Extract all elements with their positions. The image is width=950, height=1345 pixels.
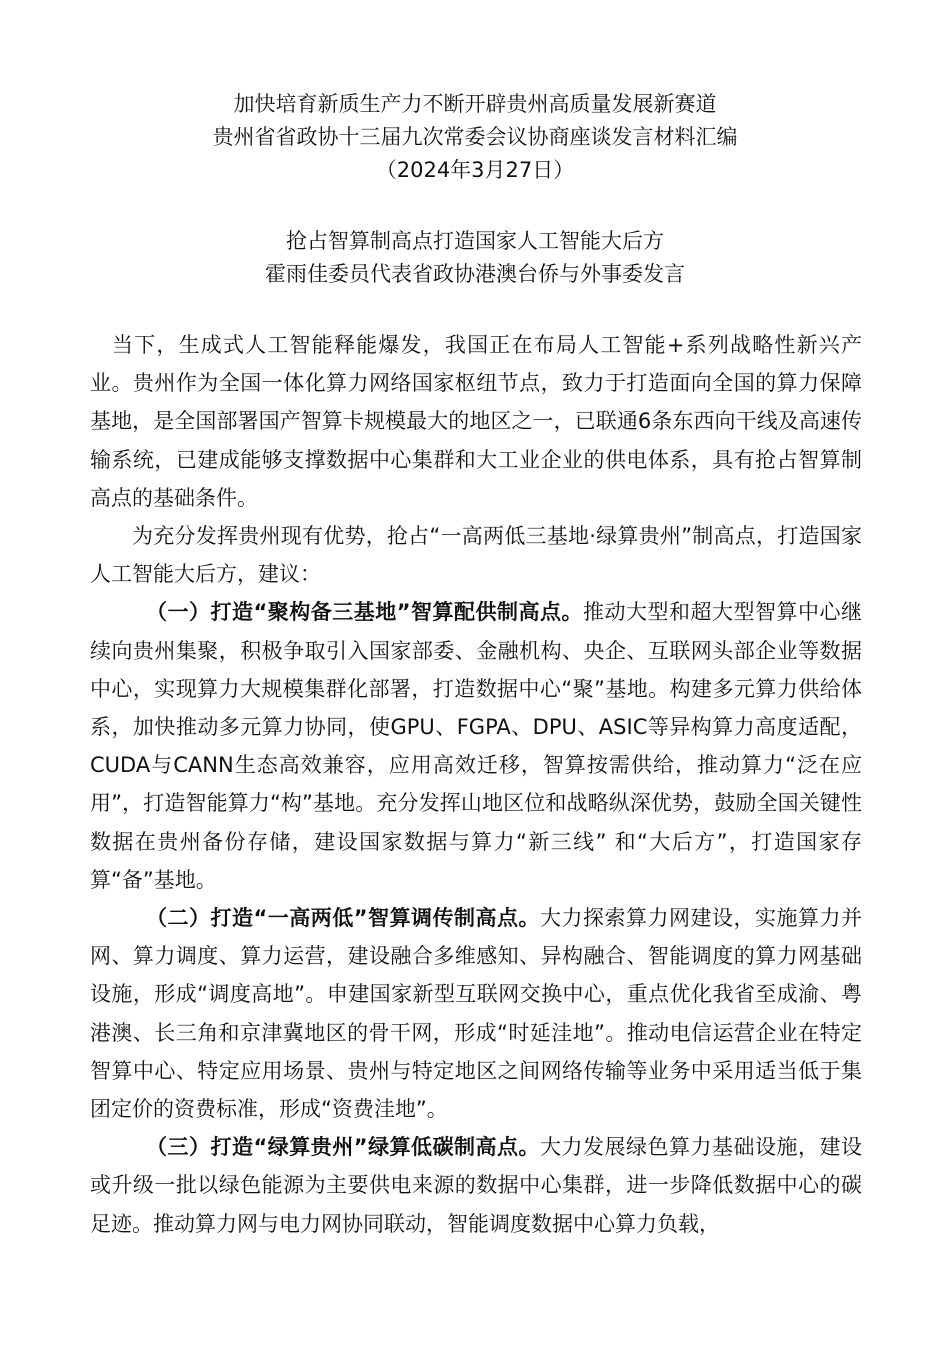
- suggestion-paragraph: 为充分发挥贵州现有优势，抢占“一高两低三基地·绿算贵州”制高点，打造国家人工智能大后方，建议：: [90, 524, 862, 587]
- item-paragraph-1: [90, 593, 862, 899]
- item-paragraph-2: [90, 899, 862, 1128]
- item-text-3: 大力发展绿色算力基础设施，建设或升级一批以绿色能源为主要供电来源的数据中心集群，进一步降低数据中心的碳足迹。推动算力网与电力网协同联动，智能调度数据中心算力负载，: [90, 1135, 862, 1236]
- item-text-2: 大力探索算力网建设，实施算力并网、算力调度、算力运营，建设融合多维感知、异构融合、智能调度的算力网基础设施，形成“调度高地”。申建国家新型互联网交换中心，重点优化我省至成渝、粤港澳、长三角和京津冀地区的骨干网，形成“时延洼地”。推动电信运营企业在特定智算中心、特定应用场景、贵州与特定地区之间网络传输等业务中采用适当低于集团定价的资费标准，形成“资费洼地”。: [90, 906, 862, 1122]
- document-title-line2: 贵州省省政协十三届九次常委会议协商座谈发言材料汇编: [212, 125, 738, 149]
- intro-paragraph: 当下，生成式人工智能释能爆发，我国正在布局人工智能+系列战略性新兴产业。贵州作为全国一体化算力网络国家枢纽节点，致力于打造面向全国的算力保障基地，是全国部署国产智算卡规模最大的地区之一，已联通6条东西向干线及高速传输系统，已建成能够支撑数据中心集群和大工业企业的供电体系，具有抢占智算制高点的基础条件。: [90, 333, 862, 510]
- speech-title: 抢占智算制高点打造国家人工智能大后方: [286, 229, 664, 253]
- item-paragraph-3: [90, 1128, 862, 1243]
- item-heading-3: （三）打造“绿算贵州”绿算低碳制高点。: [146, 1135, 541, 1160]
- document-date: （2024年3月27日）: [375, 158, 575, 182]
- document-header: [60, 88, 890, 187]
- document-body: [90, 326, 862, 1243]
- document-title-line1: 加快培育新质生产力不断开辟贵州高质量发展新赛道: [233, 92, 717, 116]
- item-text-1: 推动大型和超大型智算中心继续向贵州集聚，积极争取引入国家部委、金融机构、央企、互联网头部企业等数据中心，实现算力大规模集群化部署，打造数据中心“聚”基地。构建多元算力供给体系，加快推动多元算力协同，使GPU、FGPA、DPU、ASIC等异构算力高度适配，CUDA与CANN生态高效兼容，应用高效迁移，智算按需供给，推动算力“泛在应用”，打造智能算力“构”基地。充分发挥山地区位和战略纵深优势，鼓励全国关键性数据在贵州备份存储，建设国家数据与算力“新三线” 和“大后方”，打造国家存算“备”基地。: [90, 600, 863, 892]
- speech-header: [60, 225, 890, 291]
- item-heading-2: （二）打造“一高两低”智算调传制高点。: [146, 906, 541, 931]
- speaker-line: 霍雨佳委员代表省政协港澳台侨与外事委发言: [265, 262, 685, 286]
- item-heading-1: （一）打造“聚构备三基地”智算配供制高点。: [146, 600, 584, 625]
